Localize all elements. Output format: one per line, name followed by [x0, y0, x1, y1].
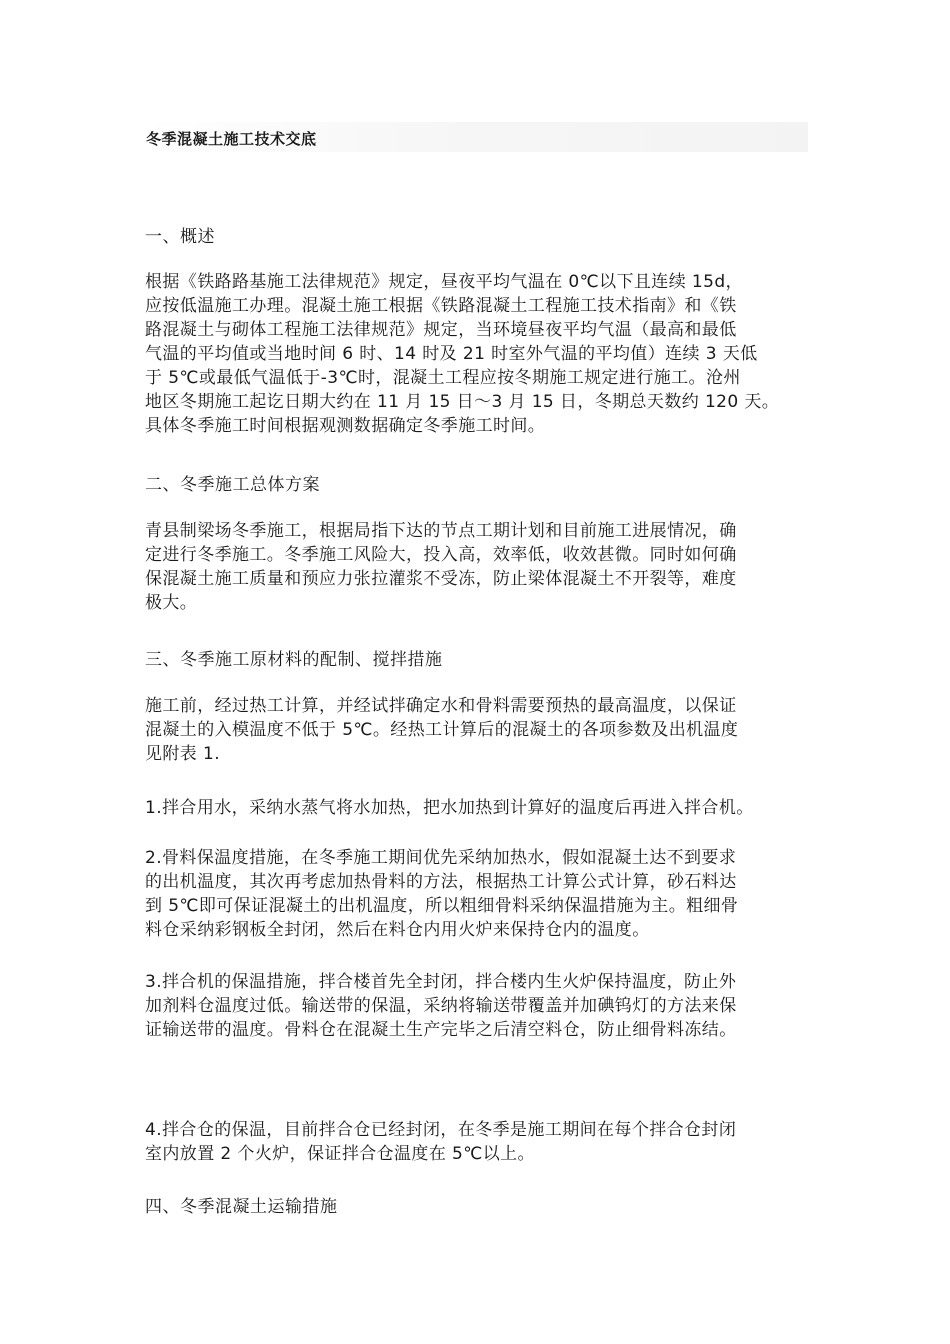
section-3-paragraph-5 [145, 1118, 810, 1166]
text-line: 路混凝土与砌体工程施工法律规范》规定，当环境昼夜平均气温（最高和最低 [145, 320, 737, 340]
text-line: 料仓采纳彩钢板全封闭，然后在料仓内用火炉来保持仓内的温度。 [145, 920, 650, 940]
text-line: 2.骨料保温度措施，在冬季施工期间优先采纳加热水，假如混凝土达不到要求 [145, 848, 737, 868]
text-line: 青县制梁场冬季施工，根据局指下达的节点工期计划和目前施工进展情况，确 [145, 521, 737, 541]
text-line: 见附表 1. [145, 744, 221, 764]
text-line: 保混凝土施工质量和预应力张拉灌浆不受冻，防止梁体混凝土不开裂等，难度 [145, 569, 737, 589]
text-line: 根据《铁路路基施工法律规范》规定，昼夜平均气温在 0℃以下且连续 15d， [145, 272, 743, 292]
document-title: 冬季混凝土施工技术交底 [146, 130, 317, 148]
text-line: 的出机温度，其次再考虑加热骨料的方法，根据热工计算公式计算，砂石料达 [145, 872, 737, 892]
section-heading-3: 三、冬季施工原材料的配制、搅拌措施 [145, 650, 443, 670]
section-3-paragraph-4 [145, 970, 810, 1042]
text-line: 混凝土的入模温度不低于 5℃。经热工计算后的混凝土的各项参数及出机温度 [145, 720, 739, 740]
text-line: 室内放置 2 个火炉，保证拌合仓温度在 5℃以上。 [145, 1144, 535, 1164]
section-heading-2: 二、冬季施工总体方案 [145, 475, 320, 495]
text-line: 施工前，经过热工计算，并经试拌确定水和骨料需要预热的最高温度，以保证 [145, 696, 737, 716]
section-1-paragraph-1 [145, 270, 810, 438]
section-3-paragraph-2 [145, 796, 810, 820]
text-line: 于 5℃或最低气温低于-3℃时，混凝土工程应按冬期施工规定进行施工。沧州 [145, 368, 741, 388]
text-line: 4.拌合仓的保温，目前拌合仓已经封闭，在冬季是施工期间在每个拌合仓封闭 [145, 1120, 737, 1140]
text-line: 证输送带的温度。骨料仓在混凝土生产完毕之后清空料仓，防止细骨料冻结。 [145, 1020, 737, 1040]
text-line: 到 5℃即可保证混凝土的出机温度，所以粗细骨料采纳保温措施为主。粗细骨 [145, 896, 739, 916]
section-heading-1: 一、概述 [145, 227, 215, 247]
text-line: 具体冬季施工时间根据观测数据确定冬季施工时间。 [145, 416, 546, 436]
text-line: 气温的平均值或当地时间 6 时、14 时及 21 时室外气温的平均值）连续 3 天低 [145, 344, 758, 364]
text-line: 3.拌合机的保温措施，拌合楼首先全封闭，拌合楼内生火炉保持温度，防止外 [145, 972, 737, 992]
text-line: 加剂料仓温度过低。输送带的保温，采纳将输送带覆盖并加碘钨灯的方法来保 [145, 996, 737, 1016]
section-3-paragraph-3 [145, 846, 810, 942]
section-2-paragraph-1 [145, 519, 810, 615]
text-line: 极大。 [145, 593, 198, 613]
text-line: 应按低温施工办理。混凝土施工根据《铁路混凝土工程施工技术指南》和《铁 [145, 296, 737, 316]
section-heading-4: 四、冬季混凝土运输措施 [145, 1197, 338, 1217]
section-3-paragraph-1 [145, 694, 810, 766]
text-line: 地区冬期施工起讫日期大约在 11 月 15 日～3 月 15 日，冬期总天数约 120 天。 [145, 392, 780, 412]
text-line: 1.拌合用水，采纳水蒸气将水加热，把水加热到计算好的温度后再进入拌合机。 [145, 798, 754, 818]
text-line: 定进行冬季施工。冬季施工风险大，投入高，效率低，收效甚微。同时如何确 [145, 545, 737, 565]
